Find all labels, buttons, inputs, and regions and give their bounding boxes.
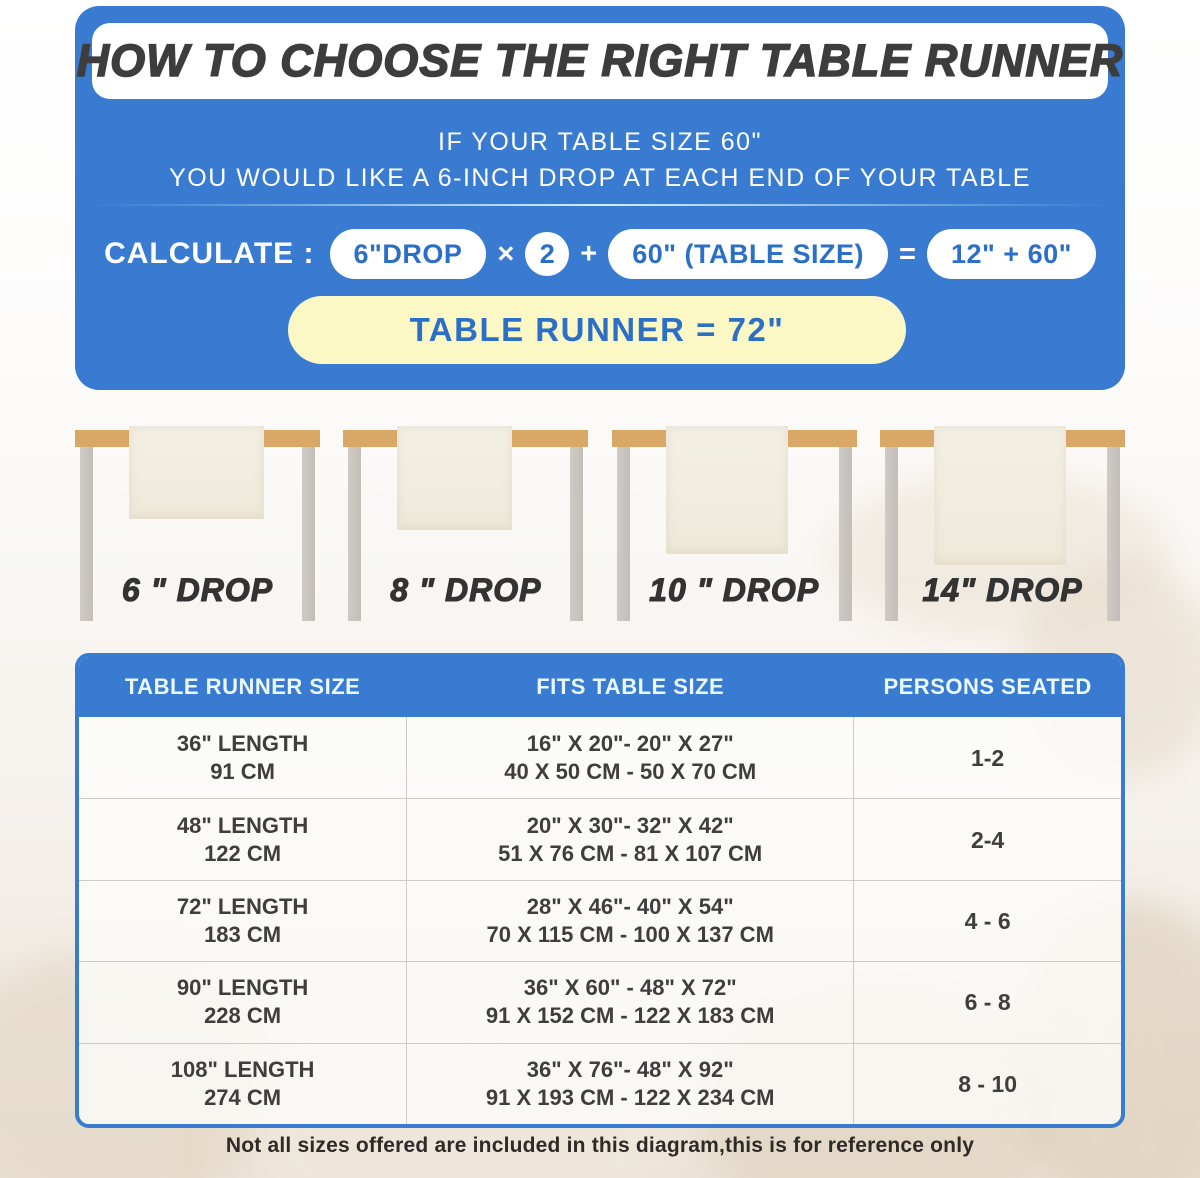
table-illustration-6in [75,424,320,639]
table-row [79,961,1121,1042]
plus-sign: + [580,237,598,270]
fits-size-cell: 16" X 20"- 20" X 27" 40 X 50 CM - 50 X 70 CM [406,717,854,798]
runner-size-cell: 36" LENGTH 91 CM [176,730,309,784]
table-size-pill: 60" (TABLE SIZE) [608,229,888,279]
runner-drape [397,426,512,530]
fits-size-cell: 36" X 60" - 48" X 72" 91 X 152 CM - 122 X 183 CM [406,962,854,1042]
divider-line [95,204,1105,206]
fits-size-cell: 28" X 46"- 40" X 54" 70 X 115 CM - 100 X 137 CM [406,881,854,961]
disclaimer-footnote: Not all sizes offered are included in this diagram,this is for reference only [225,1134,975,1157]
drop-label: 8 " DROP [390,572,542,608]
result-pill: 12" + 60" [927,229,1096,279]
equals-sign: = [899,237,916,270]
runner-drape [666,426,789,554]
runner-size-cell: 48" LENGTH 122 CM [176,812,309,866]
table-illustration-10in [612,424,857,639]
drop-value-pill: 6"DROP [330,229,487,279]
title-card [76,23,1124,99]
table-row [79,880,1121,961]
drop-label: 10 " DROP [649,572,820,608]
drop-examples [75,424,1125,639]
drop-label: 14" DROP [922,572,1083,608]
page-title: HOW TO CHOOSE THE RIGHT TABLE RUNNER [76,35,1124,86]
runner-drape [129,426,264,519]
runner-size-cell: 108" LENGTH 274 CM [170,1056,315,1110]
persons-cell: 6 - 8 [964,989,1011,1016]
column-header-fits-table: FITS TABLE SIZE [536,674,725,699]
column-header-runner-size: TABLE RUNNER SIZE [124,674,361,699]
intro-line-1: IF YOUR TABLE SIZE 60" [438,128,762,156]
table-row [79,1043,1121,1124]
size-chart-body [79,717,1121,1124]
multiply-sign: × [497,237,515,270]
size-chart-header [79,657,1121,717]
runner-size-cell: 90" LENGTH 228 CM [176,975,309,1029]
drop-label: 6 " DROP [121,572,274,608]
final-result-banner: TABLE RUNNER = 72" [288,296,906,364]
runner-drape [934,426,1066,565]
table-illustration-14in [880,424,1125,639]
fits-size-cell: 36" X 76"- 48" X 92" 91 X 193 CM - 122 X 234 CM [406,1044,854,1124]
calculate-label: CALCULATE : [104,237,315,270]
intro-line-2: YOU WOULD LIKE A 6-INCH DROP AT EACH END OF YOUR TABLE [169,164,1031,192]
table-illustration-8in [343,424,588,639]
multiplier-circle: 2 [525,232,569,276]
header-panel [75,6,1125,390]
runner-size-cell: 72" LENGTH 183 CM [176,893,309,947]
persons-cell: 4 - 6 [964,907,1011,934]
size-chart-panel [75,653,1125,1128]
table-row [79,717,1121,798]
fits-size-cell: 20" X 30"- 32" X 42" 51 X 76 CM - 81 X 107 CM [406,799,854,879]
persons-cell: 1-2 [970,744,1005,771]
calculation-formula [75,228,1125,280]
persons-cell: 2-4 [970,826,1005,853]
table-row [79,798,1121,879]
column-header-persons: PERSONS SEATED [883,674,1092,699]
persons-cell: 8 - 10 [958,1070,1018,1097]
